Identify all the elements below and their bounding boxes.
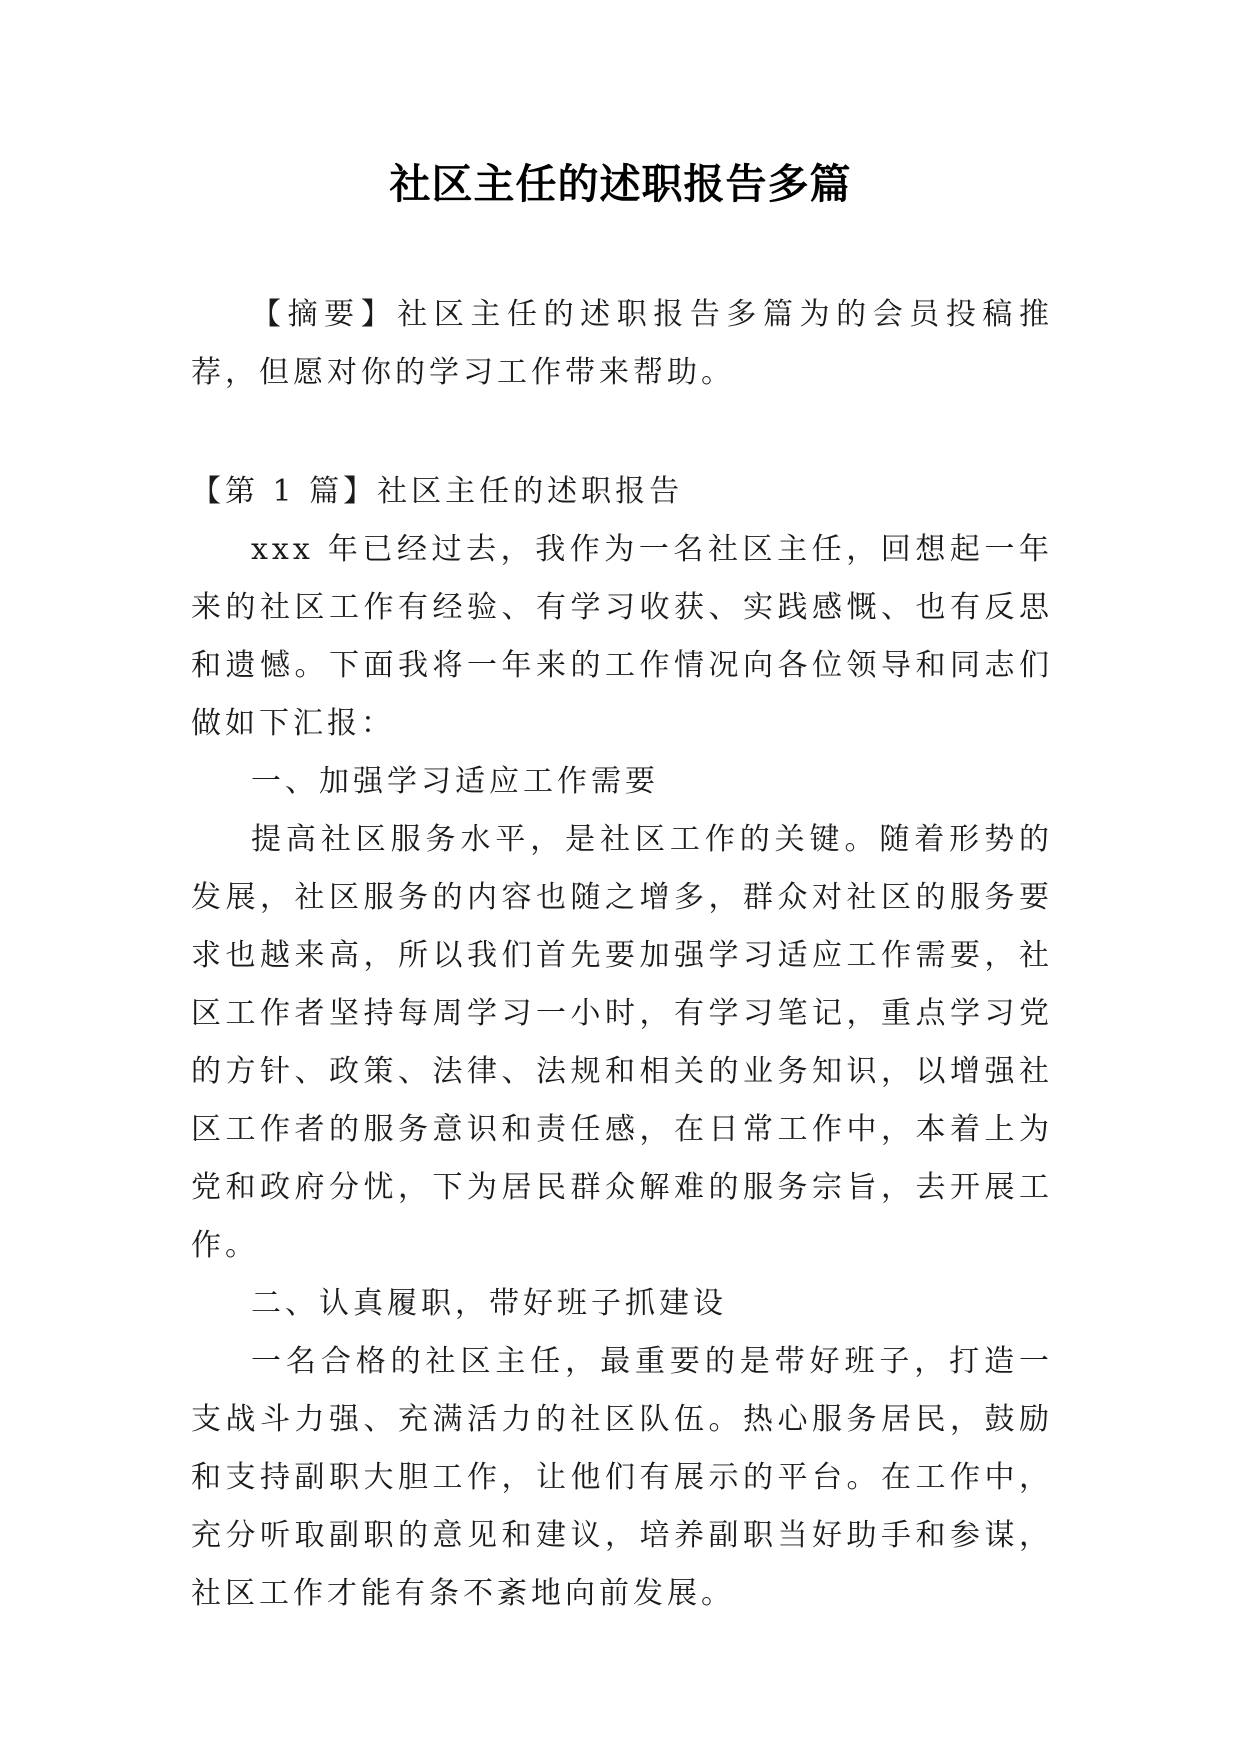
abstract-paragraph: 【摘要】社区主任的述职报告多篇为的会员投稿推荐，但愿对你的学习工作带来帮助。 — [191, 297, 1053, 390]
body-paragraph-intro: xxx 年已经过去，我作为一名社区主任，回想起一年来的社区工作有经验、有学习收获、实践感慨、也有反思和遗憾。下面我将一年来的工作情况向各位领导和同志们做如下汇报： — [191, 532, 1053, 741]
body-paragraph-team: 一名合格的社区主任，最重要的是带好班子，打造一支战斗力强、充满活力的社区队伍。热心服务居民，鼓励和支持副职大胆工作，让他们有展示的平台。在工作中，充分听取副职的意见和建议，培养副职当好助手和参谋，社区工作才能有条不紊地向前发展。 — [191, 1344, 1053, 1611]
body-paragraph-study: 提高社区服务水平，是社区工作的关键。随着形势的发展，社区服务的内容也随之增多，群众对社区的服务要求也越来高，所以我们首先要加强学习适应工作需要，社区工作者坚持每周学习一小时，有学习笔记，重点学习党的方针、政策、法律、法规和相关的业务知识，以增强社区工作者的服务意识和责任感，在日常工作中，本着上为党和政府分忧，下为居民群众解难的服务宗旨，去开展工作。 — [191, 822, 1053, 1263]
abstract-block — [191, 286, 1053, 402]
document-body — [191, 463, 1053, 1623]
document-title: 社区主任的述职报告多篇 — [389, 160, 852, 208]
section-heading: 【第 1 篇】社区主任的述职报告 — [191, 474, 684, 509]
subheading-study: 一、加强学习适应工作需要 — [251, 764, 659, 799]
subheading-team: 二、认真履职，带好班子抓建设 — [251, 1286, 727, 1321]
